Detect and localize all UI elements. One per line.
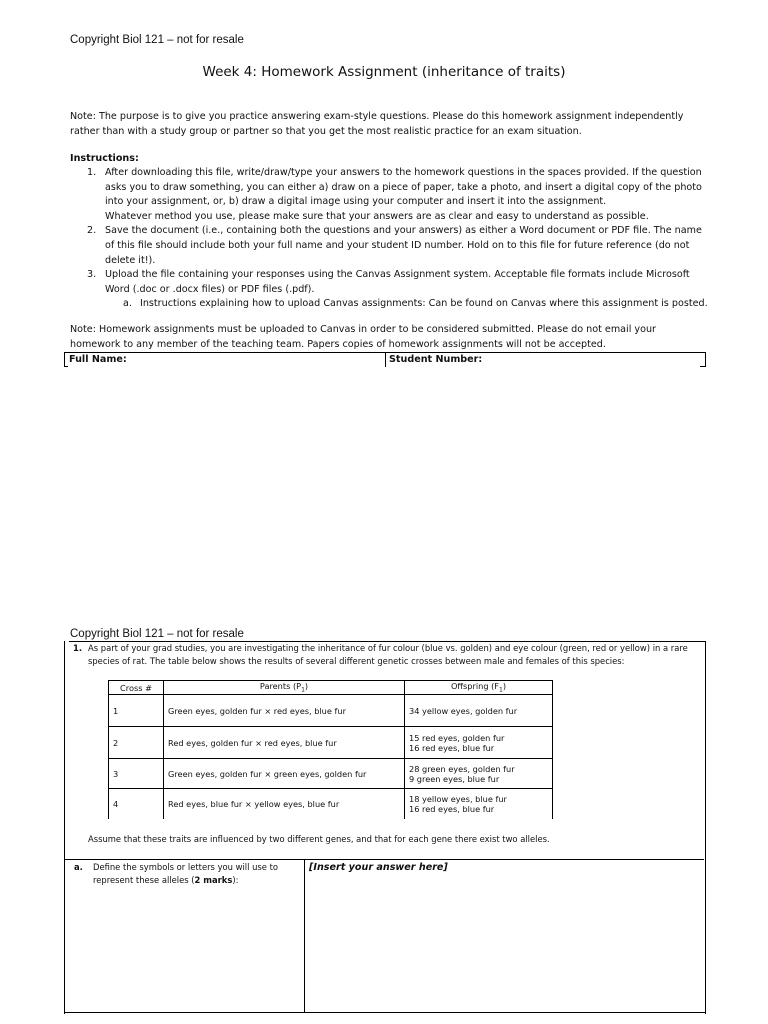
student-number-label: Student Number: [389, 354, 483, 365]
answer-table-divider [304, 859, 305, 1013]
instruction-line: After downloading this file, write/draw/type your answers to the homework questions in the spaces provided. If the question [105, 167, 702, 178]
offspring-line: 34 yellow eyes, golden fur [409, 705, 518, 716]
question-a-letter: a. [74, 862, 83, 872]
table-header: Parents $(P_1)$ [164, 681, 405, 695]
instruction-item-3 [87, 268, 715, 297]
table-header: Offspring $(F_1)$ [405, 681, 553, 695]
offspring-cell [405, 789, 553, 819]
question-line: species of rat. The table below shows the results of several different genetic crosses between male and females of this species: [88, 656, 625, 666]
parents-cell: Red eyes, golden fur × red eyes, blue fur [164, 727, 405, 759]
subinstruction-text: Instructions explaining how to upload Canvas assignments: Can be found on Canvas where this assignment is posted. [140, 298, 708, 310]
instruction-item-2 [87, 224, 715, 268]
instruction-line: Upload the file containing your responses using the Canvas Assignment system. Acceptable file formats include Microsoft [105, 269, 690, 281]
cross-number: 3 [109, 759, 164, 789]
instruction-line: into your assignment, or, b) draw a digital image using your computer and insert it into the assignment. [105, 196, 607, 208]
page-title: Week 4: Homework Assignment (inheritance of traits) [202, 64, 566, 80]
instruction-number: 1. [87, 167, 97, 178]
table-row [109, 789, 553, 819]
offspring-line: 16 red eyes, blue fur [409, 742, 495, 753]
question-line: As part of your grad studies, you are investigating the inheritance of fur colour (blue vs. golden) and eye colour (green, red or yellow) in a rare [88, 643, 688, 653]
table-header-row [109, 681, 553, 695]
instructions-heading: Instructions: [70, 153, 139, 164]
instruction-subitem-a [105, 297, 715, 312]
instruction-line: of this file should include both your full name and your student ID number. Hold on to this file for future reference (do not [105, 239, 690, 251]
name-box-corner-left [64, 366, 68, 367]
header-text: Offspring (F [450, 681, 500, 692]
subinstruction-letter: a. [123, 298, 132, 310]
submission-note [70, 323, 710, 352]
genetic-crosses-table [108, 680, 553, 819]
offspring-cell [405, 695, 553, 727]
instruction-line: delete it!). [105, 254, 156, 266]
table-row [109, 727, 553, 759]
answer-table-top-border [64, 859, 704, 860]
parents-cell: Green eyes, golden fur × red eyes, blue fur [164, 695, 405, 727]
question-a-text: ): [232, 875, 239, 885]
header-text: Parents (P [259, 681, 302, 692]
instructions-list [87, 166, 715, 312]
cross-number: 4 [109, 789, 164, 819]
name-box [64, 352, 706, 367]
instruction-line: Whatever method you use, please make sure that your answers are as clear and easy to understand as possible. [105, 210, 649, 222]
parents-cell: Green eyes, golden fur × green eyes, golden fur [164, 759, 405, 789]
question-a-text: represent these alleles ( [93, 875, 195, 885]
question-a-marks: 2 marks [194, 875, 233, 885]
offspring-line: 9 green eyes, blue fur [409, 773, 500, 784]
purpose-note-line: rather than with a study group or partner so that you get the most realistic practice for an exam situation. [70, 125, 582, 137]
question-a-line: Define the symbols or letters you will use to [93, 862, 279, 872]
purpose-note [70, 110, 710, 139]
answer-table-bottom-border [64, 1012, 705, 1013]
offspring-cell [405, 727, 553, 759]
copyright-notice: Copyright Biol 121 – not for resale [70, 34, 244, 46]
table-row [109, 695, 553, 727]
instruction-item-1 [87, 166, 715, 224]
header-text: Cross # [120, 682, 152, 693]
instruction-line: asks you to draw something, you can either a) draw on a piece of paper, take a photo, and insert a digital copy of the photo [105, 181, 702, 193]
copyright-notice-page2: Copyright Biol 121 – not for resale [70, 628, 244, 640]
instruction-line: Word (.doc or .docx files) or PDF files (.pdf). [105, 283, 315, 295]
name-box-divider [385, 353, 386, 367]
submission-note-line: Note: Homework assignments must be uploaded to Canvas in order to be considered submitted. Please do not email your [70, 324, 657, 335]
instruction-line: Save the document (i.e., containing both the questions and your answers) as either a Word document or PDF file. The name [105, 225, 702, 237]
full-name-label: Full Name: [69, 354, 127, 365]
instruction-number: 2. [87, 225, 97, 237]
name-box-corner-right [700, 366, 705, 367]
submission-note-line: homework to any member of the teaching team. Papers copies of homework assignments will not be accepted. [70, 338, 606, 350]
purpose-note-line: Note: The purpose is to give you practice answering exam-style questions. Please do this homework assignment independently [70, 111, 684, 122]
table-row [109, 759, 553, 789]
parents-cell: Red eyes, blue fur × yellow eyes, blue fur [164, 789, 405, 819]
table-header [109, 681, 164, 695]
instruction-number: 3. [87, 269, 97, 281]
answer-field[interactable]: [Insert your answer here] [309, 862, 448, 873]
question-number: 1. [73, 643, 83, 653]
offspring-line: 15 red eyes, golden fur [409, 732, 505, 743]
offspring-line: 18 yellow eyes, blue fur [409, 793, 507, 804]
offspring-line: 28 green eyes, golden fur [409, 763, 515, 774]
cross-number: 1 [109, 695, 164, 727]
offspring-line: 16 red eyes, blue fur [409, 803, 495, 814]
assumption-text: Assume that these traits are influenced by two different genes, and that for each gene there exist two alleles. [88, 834, 550, 844]
header-subscript: 1 [301, 686, 305, 694]
cross-number: 2 [109, 727, 164, 759]
question-1-text [73, 642, 700, 668]
question-a-prompt [74, 861, 299, 887]
box-corner-gap [65, 641, 69, 643]
question-a-line [74, 874, 299, 887]
offspring-cell [405, 759, 553, 789]
header-subscript: 1 [499, 686, 503, 694]
